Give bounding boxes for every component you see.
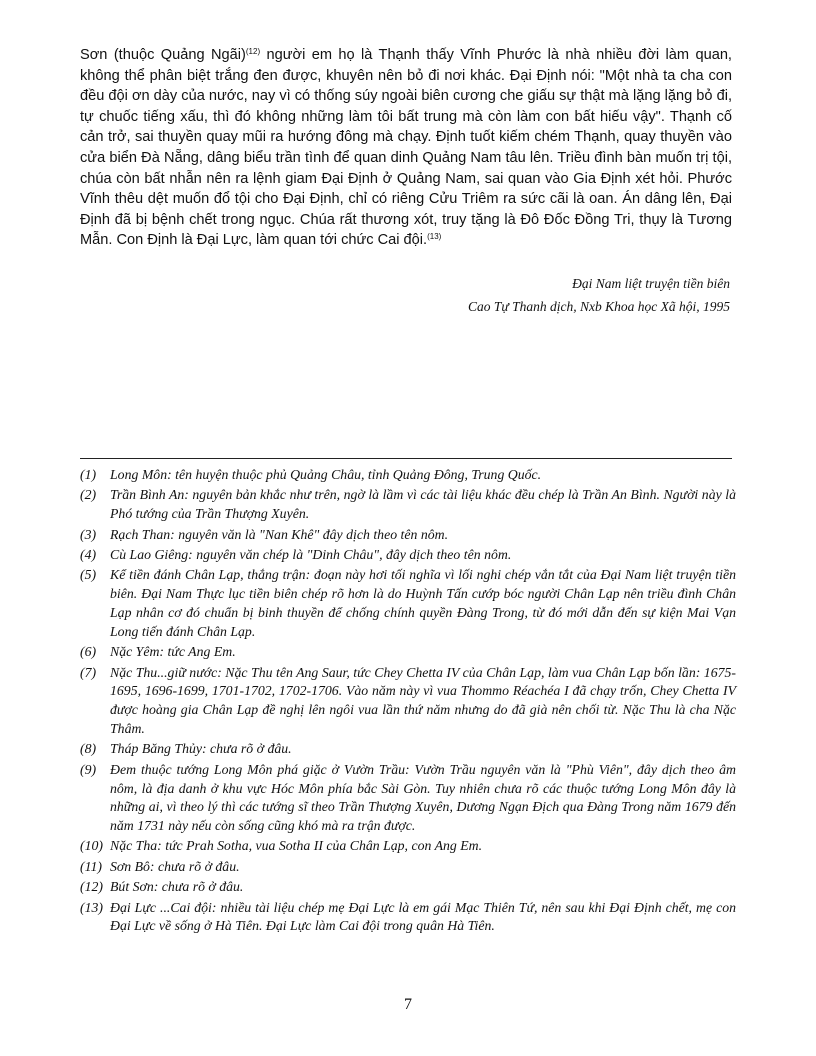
footnote-text: Nặc Thu...giữ nước: Nặc Thu tên Ang Saur, tức Chey Chetta IV của Chân Lạp, làm vua Chân Lạp bốn lần: 1675-1695, 1696-1699, 1701-1702, 1702-1706. Vào năm này vì vua Thommo Réachéa I đã chạy trốn, Chey Chetta IV được hoàng gia Chân Lạp đề nghị lên ngôi vua lần thứ năm nhưng do đã già nên chối từ. Nặc Thu là cha Nặc Thâm. (110, 664, 736, 736)
footnote-text: Nặc Yêm: tức Ang Em. (110, 644, 236, 660)
footnote-number: (10) (80, 838, 103, 854)
source-title: Đại Nam liệt truyện tiền biên (572, 276, 730, 291)
footnote-item (80, 526, 736, 545)
footnote-number: (13) (80, 899, 103, 915)
footnote-number: (11) (80, 858, 102, 874)
footnote-text: Sơn Bô: chưa rõ ở đâu. (110, 858, 240, 874)
footnotes-list (80, 466, 736, 938)
footnote-text: Tháp Băng Thủy: chưa rõ ở đâu. (110, 741, 292, 757)
footnote-item (80, 643, 736, 662)
footnote-text: Đem thuộc tướng Long Môn phá giặc ở Vườn Trầu: Vườn Trầu nguyên văn là "Phù Viên", đây dịch theo âm nôm, là địa danh ở khu vực Hóc Môn phía bắc Sài Gòn. Tuy nhiên chưa rõ các thuộc tướng Long Môn đây là những ai, vì theo lý thì các tướng sĩ theo Trần Thượng Xuyên, Dương Ngạn Địch qua Đàng Trong năm 1679 đến năm 1731 này nếu còn sống cũng khó mà ra trận được. (110, 761, 736, 834)
footnote-number: (3) (80, 526, 97, 542)
footnote-divider (80, 458, 732, 459)
footnote-item (80, 899, 736, 937)
footnote-number: (6) (80, 644, 97, 660)
footnote-number: (5) (80, 567, 97, 583)
footnote-number: (8) (80, 741, 97, 757)
footnote-number: (1) (80, 467, 97, 482)
footnote-item (80, 740, 736, 759)
footnote-text: Đại Lực ...Cai đội: nhiều tài liệu chép mẹ Đại Lực là em gái Mạc Thiên Tứ, nên sau khi Đại Định chết, mẹ con Đại Lực về sống ở Hà Tiên. Đại Lực làm Cai đội trong quân Hà Tiên. (110, 899, 736, 934)
footnote-number: (7) (80, 664, 97, 680)
footnote-text: Bút Sơn: chưa rõ ở đâu. (110, 879, 244, 895)
footnote-text: Long Môn: tên huyện thuộc phủ Quảng Châu, tỉnh Quảng Đông, Trung Quốc. (110, 467, 542, 482)
footnote-item (80, 858, 736, 877)
footnote-text: Nặc Tha: tức Prah Sotha, vua Sotha II của Chân Lạp, con Ang Em. (110, 838, 483, 854)
footnote-text: Cù Lao Giêng: nguyên văn chép là "Dinh Châu", đây dịch theo tên nôm. (110, 546, 512, 562)
footnote-text: Rạch Than: nguyên văn là "Nan Khê" đây dịch theo tên nôm. (110, 526, 449, 542)
footnote-item (80, 566, 736, 641)
footnote-number: (2) (80, 487, 97, 503)
page-number: 7 (404, 996, 412, 1013)
body-text-part-1: Sơn (thuộc Quảng Ngãi) (80, 47, 246, 63)
body-paragraph (80, 45, 732, 251)
footnote-number: (9) (80, 761, 97, 777)
footnote-text: Trần Bình An: nguyên bản khắc như trên, ngờ là lầm vì các tài liệu khác đều chép là Trần An Bình. Người này là Phó tướng của Trần Thượng Xuyên. (110, 487, 736, 522)
footnote-ref-12: (12) (245, 47, 261, 56)
footnote-item (80, 486, 736, 524)
footnote-text: Kể tiền đánh Chân Lạp, thắng trận: đoạn này hơi tối nghĩa vì lối nghi chép vắn tắt của Đại Nam liệt truyện tiền biên. Đại Nam Thực lục tiền biên chép rõ hơn là do Huỳnh Tấn cướp bóc người Chân Lạp nên triều đình Chân Lạp nhân cơ đó chuẩn bị binh thuyền để chống chính quyền Đàng Trong, từ đó mới dẫn đến sự kiện Mai Vạn Long tiến đánh Chân Lạp. (110, 567, 736, 639)
footnote-item (80, 466, 736, 485)
source-translator: Cao Tự Thanh dịch, Nxb Khoa học Xã hội, 1995 (468, 299, 730, 314)
footnote-item (80, 837, 736, 856)
source-citation (468, 272, 730, 318)
footnote-item (80, 546, 736, 565)
body-text-part-2: người em họ là Thạnh thấy Vĩnh Phước là nhà nhiều đời làm quan, không thể phân biệt trắng đen được, khuyên nên bỏ đi nơi khác. Đại Định nói: "Một nhà ta cha con đều đội ơn dày của nước, nay vì có thống súy ngoài biên cương che giấu sự thật mà lặng lặng bỏ đi, tự chuốc tiếng xấu, thì đó không những làm tôi bất trung mà còn làm con bất hiếu vậy". Thạnh cố cản trở, sai thuyền quay mũi ra hướng đông mà chạy. Định tuốt kiếm chém Thạnh, quay thuyền vào cửa biển Đà Nẵng, dâng biểu trần tình để quan dinh Quảng Nam tâu lên. Triều đình bàn muốn trị tội, chúa còn bất nhẫn nên ra lệnh giam Đại Định ở Quảng Nam, sai quan vào Gia Định xét hỏi. Phước Vĩnh thêu dệt muốn đổ tội cho Đại Định, chỉ có riêng Cửu Triêm ra sức cãi là oan. Án dâng lên, Đại Định đã bị bệnh chết trong ngục. Chúa rất thương xót, truy tặng là Đô Đốc Đồng Tri, thụy là Tương Mẫn. Con Định là Đại Lực, làm quan tới chức Cai đội. (80, 47, 732, 249)
footnote-item (80, 664, 736, 739)
footnote-item (80, 878, 736, 897)
footnote-number: (4) (80, 546, 97, 562)
footnote-item (80, 761, 736, 836)
footnote-number: (12) (80, 879, 103, 895)
footnote-ref-13: (13) (427, 232, 442, 242)
